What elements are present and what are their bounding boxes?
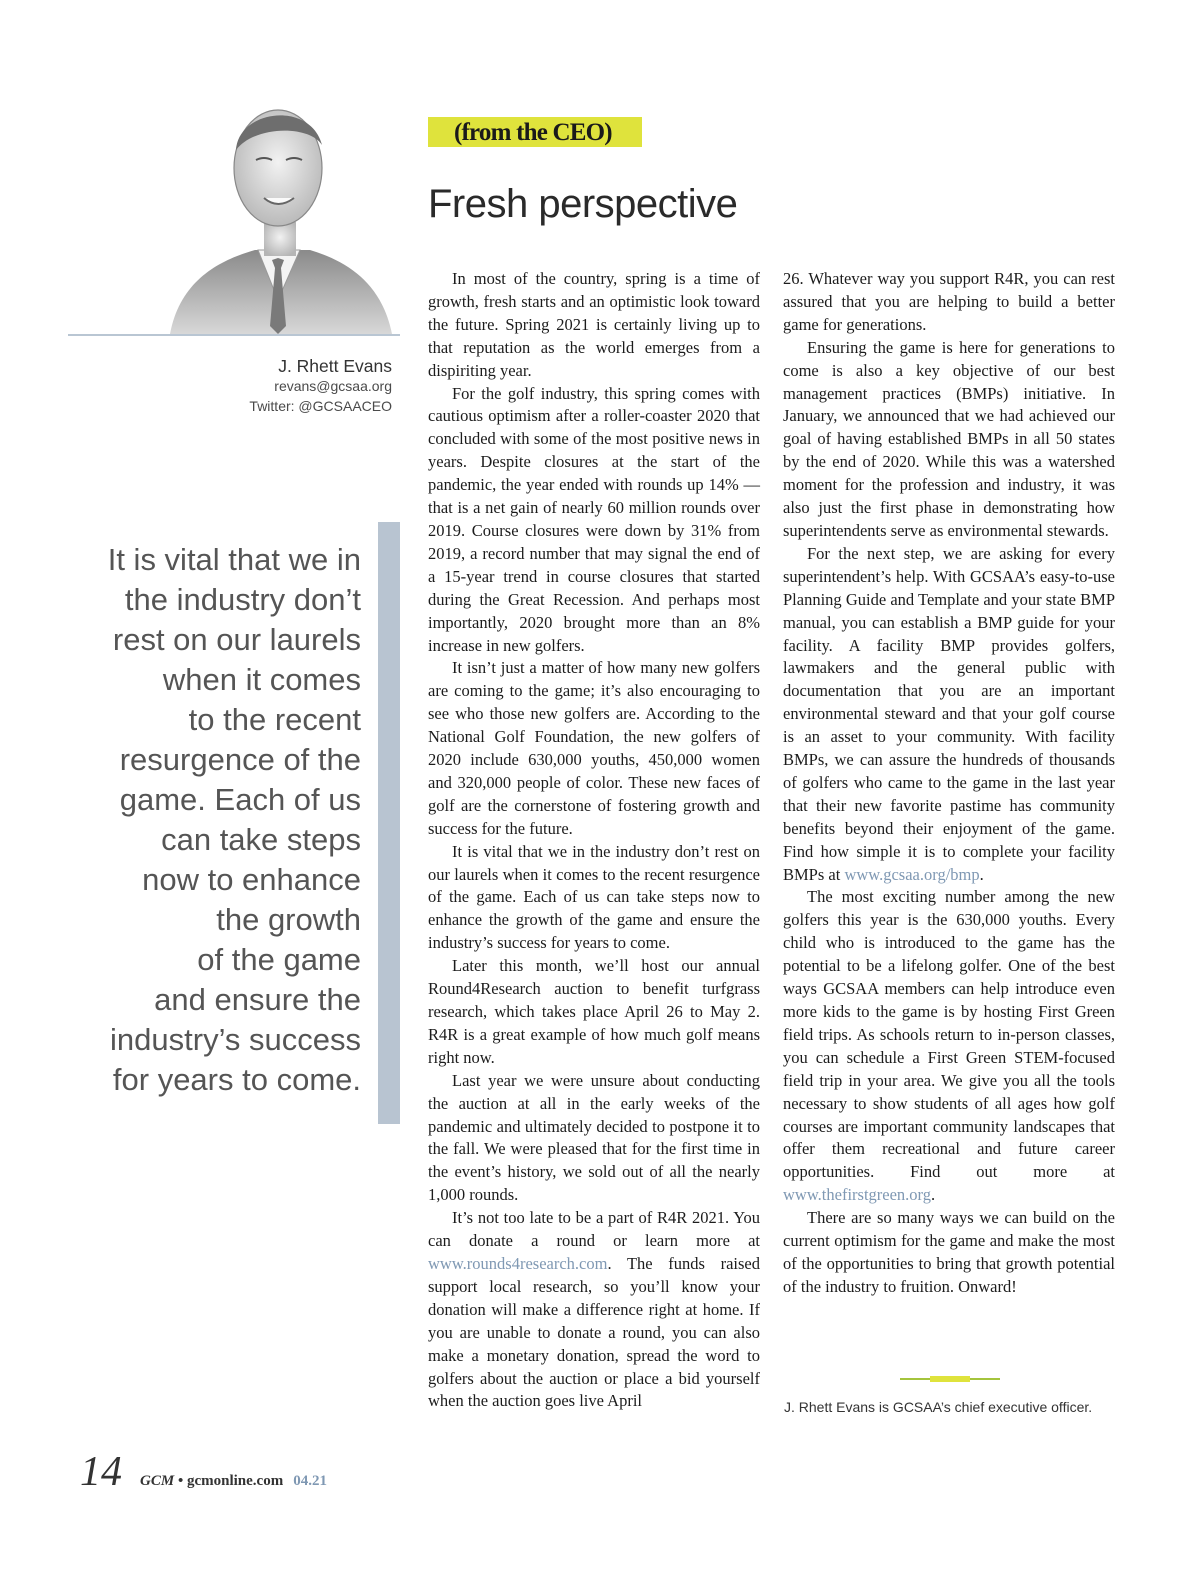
r4r-link[interactable]: www.rounds4research.com [428,1253,608,1273]
author-name: J. Rhett Evans [278,356,392,376]
article-headline: Fresh perspective [428,182,738,226]
paragraph-text: . The funds raised support local research, so you’ll know your donation will make a difference right at home. If you are unable to donate a round, you can also make a monetary donation, spread the word to golfers about the auction or place a bid yourself when the auction goes live April [428,1253,760,1411]
article-paragraph: There are so many ways we can build on the current optimism for the game and make the most of the opportunities to bring that growth potential of the industry to fruition. Onward! [783,1208,1115,1296]
author-twitter[interactable]: Twitter: @GCSAACEO [249,398,392,414]
page-number: 14 [80,1449,122,1495]
article-paragraph: For the golf industry, this spring comes with cautious optimism after a roller-coaster 2020 that concluded with some of the most positive news in years. Despite closures at the start of the pandemic, the year ended with rounds up 14% — that is a net gain of nearly 60 million rounds over 2019. Course closures were down by 31% from 2019, a record number that may signal the end of a 15-year trend in course closures that started during the Great Recession. And perhaps most importantly, 2020 brought more than an 8% increase in new golfers. [428,383,760,655]
issue-date: 04.21 [293,1473,327,1489]
bmp-link[interactable]: www.gcsaa.org/bmp [844,864,980,884]
paragraph-text: The most exciting number among the new golfers this year is the 630,000 youths. Every child who is introduced to the game has the potential to be a lifelong golfer. One of the best ways GCSAA members can help introduce even more kids to the game is by hosting First Green field trips. As schools return to in-person classes, you can schedule a First Green STEM-focused field trip in your area. We give you all the tools necessary to show students of all ages how golf courses are important community landscapes that offer them recreational and future career opportunities. Find out more at [783,887,1115,1182]
article-paragraph: Ensuring the game is here for generations to come is also a key objective of our best management practices (BMPs) initiative. In January, we announced that we had achieved our goal of having established BMPs in all 50 states by the end of 2020. While this was a watershed moment for the profession and industry, it was also just the first phase in demonstrating how superintendents serve as environmental stewards. [783,337,1115,540]
article-column-left [428,268,760,1413]
pull-quote-bar [378,522,400,1124]
footer-website[interactable]: gcmonline.com [186,1473,284,1489]
author-email[interactable]: revans@gcsaa.org [274,378,392,394]
article-paragraph: In most of the country, spring is a time of growth, fresh starts and an optimistic look toward the future. Spring 2021 is certainly living up to that reputation as the world emerges from a dispiriting year. [428,269,760,380]
article-column-right [783,268,1115,1299]
pull-quote: It is vital that we in the industry don’t rest on our laurels when it comes to the recent resurgence of the game. Each of us can take steps now to enhance the growth of the game and ensure the industry’s success for years to come. [107,542,361,1097]
article-paragraph [783,543,1115,887]
author-portrait [160,90,392,334]
article-paragraph-continued: 26. Whatever way you support R4R, you can rest assured that you are helping to build a better game for generations. [783,269,1115,334]
publication-name: GCM [140,1473,175,1489]
portrait-divider [68,334,400,336]
article-paragraph: It isn’t just a matter of how many new golfers are coming to the game; it’s also encouraging to see who those new golfers are. According to the National Golf Foundation, the new golfers of 2020 include 630,000 youths, 450,000 women and 320,000 people of color. These new faces of golf are the cornerstone of fostering growth and success for the future. [428,658,760,838]
article-paragraph: Last year we were unsure about conducting the auction at all in the early weeks of the pandemic and ultimately decided to postpone it to the fall. We were pleased that for the first time in the event’s history, we sold out of all the nearly 1,000 rounds. [428,1070,760,1205]
article-paragraph: Later this month, we’ll host our annual Round4Research auction to benefit turfgrass research, which takes place April 26 to May 2. R4R is a great example of how much golf means right now. [428,956,760,1067]
article-paragraph [783,886,1115,1207]
author-bio: J. Rhett Evans is GCSAA’s chief executive officer. [784,1399,1093,1415]
page-footer [80,1448,327,1498]
article-paragraph: It is vital that we in the industry don’t rest on our laurels when it comes to the recent resurgence of the game. Each of us can take steps now to enhance the growth of the game and ensure the industry’s success for years to come. [428,841,760,953]
article-paragraph [428,1207,760,1413]
department-label: (from the CEO) [428,117,642,147]
paragraph-text: . [979,864,984,884]
footer-separator: • [174,1473,187,1489]
first-green-link[interactable]: www.thefirstgreen.org [783,1185,932,1205]
paragraph-text: . [931,1185,936,1205]
end-divider-accent [930,1376,970,1382]
author-info [249,356,392,416]
paragraph-text: It’s not too late to be a part of R4R 2021. You can donate a round or learn more at [428,1208,760,1251]
paragraph-text: For the next step, we are asking for every superintendent’s help. With GCSAA’s easy-to-use Planning Guide and Template and your state BMP manual, you can establish a BMP guide for your facility. A facility BMP provides golfers, lawmakers and the general public with documentation that you are an important environmental steward and that your golf course is an asset to your community. With facility BMPs, we can assure the hundreds of thousands of golfers who came to the game in the last year that their new favorite pastime has community benefits beyond their enjoyment of the game. Find how simple it is to complete your facility BMPs at [783,543,1115,884]
